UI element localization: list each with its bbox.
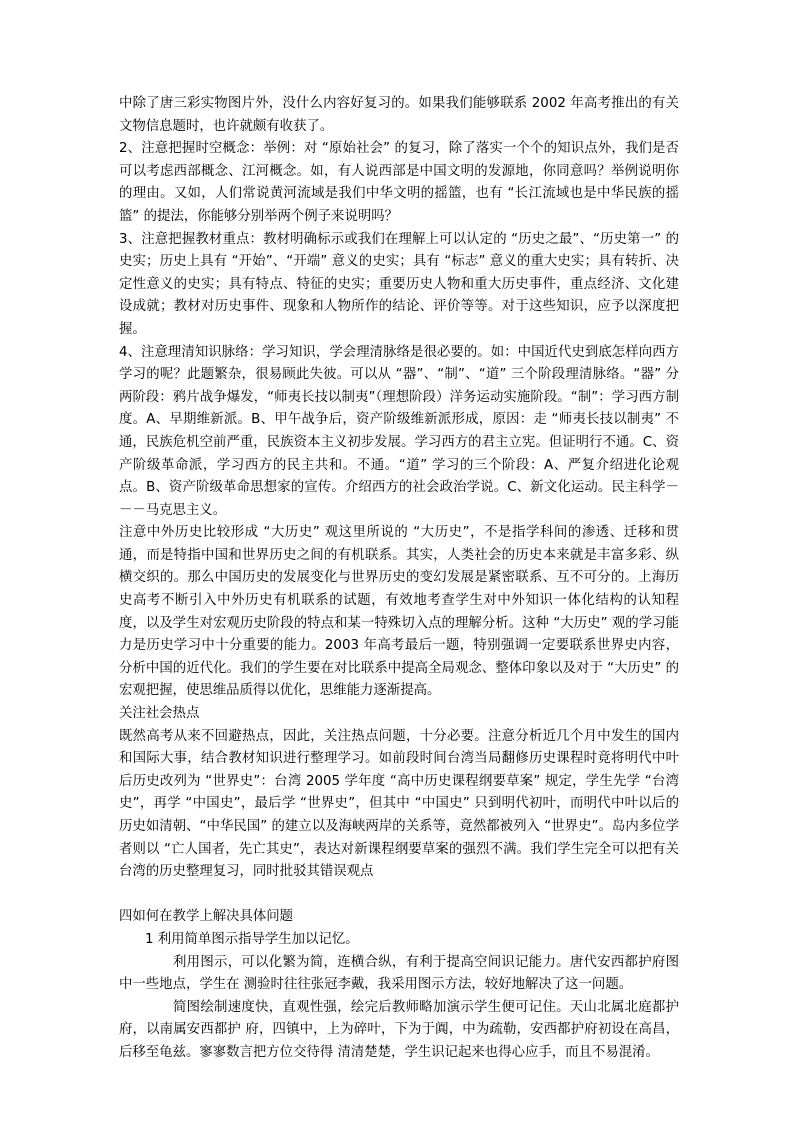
paragraph-relics: 中除了唐三彩实物图片外，没什么内容好复习的。如果我们能够联系 2002 年高考推出的有关文物信息题时，也许就颇有收获了。 — [119, 96, 679, 134]
subheading-diagram: 1 利用简单图示指导学生加以记忆。 — [145, 931, 359, 947]
paragraph-hotspots: 既然高考从来不回避热点，因此，关注热点问题，十分必要。注意分析近几个月中发生的国内和国际大事，结合教材知识进行整理学习。如前段时间台湾当局翻修历史课程时竟将明代中叶后历史改列为 “世界史”：台湾 2005 学年度 “高中历史课程纲要草案” 规定，学生先学 “台湾史”，再学 “中国史”，最后学 “世界史”，但其中 “中国史” 只到明代初叶，而明代中叶以后的历史如清朝、“中华民国” 的建立以及海峡两岸的关系等，竟然都被列入 “世界史”。岛内多位学者则以 “亡人国者，先亡其史”，表达对新课程纲要草案的强烈不满。我们学生完全可以把有关台湾的历史整理复习，同时批驳其错误观点 — [119, 728, 679, 880]
paragraph-diagram-drawing: 简图绘制速度快，直观性强，绘完后教师略加演示学生便可记住。天山北属北庭都护府，以南属安西都护 府，四镇中，上为碎叶，下为于阗，中为疏勒，安西都护府初设在高昌，后移至龟兹。寥寥数言把方位交待得 清清楚楚，学生识记起来也得心应手，而且不易混淆。 — [119, 999, 679, 1060]
paragraph-key-points: 3、注意把握教材重点：教材明确标示或我们在理解上可以认定的 “历史之最”、“历史第一” 的史实；历史上具有 “开始”、“开端” 意义的史实；具有 “标志” 意义的重大史实；具有转折、决定性意义的史实；具有特点、特征的史实；重要历史人物和重大历史事件，重点经济、文化建设成就；教材对历史事件、现象和人物所作的结论、评价等等。对于这些知识，应予以深度把握。 — [119, 231, 679, 337]
paragraph-knowledge-context: 4、注意理清知识脉络：学习知识，学会理清脉络是很必要的。如：中国近代史到底怎样向西方学习的呢？此题繁杂，很易顾此失彼。可以从 “器”、“制”、“道” 三个阶段理清脉络。“器” 分两阶段：鸦片战争爆发，“师夷长技以制夷”（理想阶段）洋务运动实施阶段。“制”：学习西方制度。A、早期维新派。B、甲午战争后，资产阶级维新派形成，原因：走 “师夷长技以制夷” 不通，民族危机空前严重，民族资本主义初步发展。学习西方的君主立宪。但证明行不通。C、资产阶级革命派，学习西方的民主共和。不通。“道” 学习的三个阶段：A、严复介绍进化论观点。B、资产阶级革命思想家的宣传。介绍西方的社会政治学说。C、新文化运动。民主科学－－－马克思主义。 — [119, 344, 679, 518]
section-heading: 四如何在教学上解决具体问题 — [119, 909, 294, 925]
heading-social-hotspots: 关注社会热点 — [119, 706, 200, 722]
document-page — [119, 93, 679, 1065]
paragraph-time-space: 2、注意把握时空概念：举例：对 “原始社会” 的复习，除了落实一个个的知识点外，我们是否可以考虑西部概念、江河概念。如，有人说西部是中国文明的发源地，你同意吗？举例说明你的理由。又如，人们常说黄河流域是我们中华文明的摇篮，也有 “长江流域也是中华民族的摇篮” 的提法，你能够分别举两个例子来说明吗？ — [119, 141, 679, 224]
paragraph-big-history: 注意中外历史比较形成 “大历史” 观这里所说的 “大历史”，不是指学科间的渗透、迁移和贯通，而是特指中国和世界历史之间的有机联系。其实，人类社会的历史本来就是丰富多彩、纵横交织的。那么中国历史的发展变化与世界历史的变幻发展是紧密联系、互不可分的。上海历史高考不断引入中外历史有机联系的试题，有效地考查学生对中外知识一体化结构的认知程度，以及学生对宏观历史阶段的特点和某一特殊切入点的理解分析。这种 “大历史” 观的学习能力是历史学习中十分重要的能力。2003 年高考最后一题，特别强调一定要联系世界史内容，分析中国的近代化。我们的学生要在对比联系中提高全局观念、整体印象以及对于 “大历史” 的宏观把握，使思维品质得以优化，思维能力逐渐提高。 — [119, 525, 679, 699]
blank-line — [119, 884, 679, 907]
paragraph-diagram-use: 利用图示，可以化繁为简，连横合纵，有利于提高空间识记能力。唐代安西都护府图中一些地点，学生在 测验时往往张冠李戴，我采用图示方法，较好地解决了这一问题。 — [119, 954, 679, 993]
